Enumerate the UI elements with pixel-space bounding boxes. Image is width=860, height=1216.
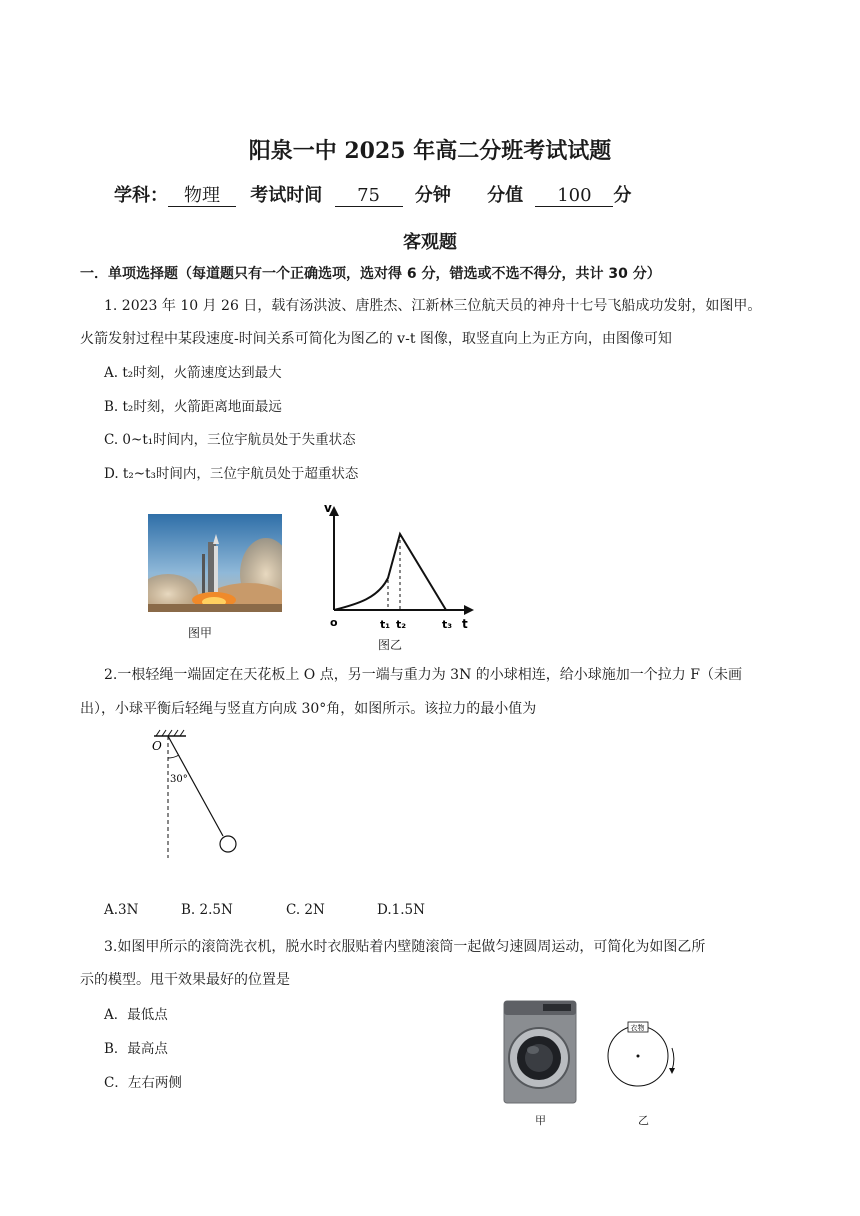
ceiling-hatch bbox=[156, 730, 184, 736]
q2-option-d: D.1.5N bbox=[377, 902, 425, 918]
rope-line bbox=[168, 736, 223, 836]
subject-value: 物理 bbox=[168, 186, 236, 207]
time-label: 考试时间 bbox=[250, 185, 323, 206]
exam-title: 阳泉一中 2025 年高二分班考试试题 bbox=[248, 138, 612, 164]
clothes-label: 衣物 bbox=[630, 1024, 645, 1032]
rotation-arc bbox=[672, 1048, 674, 1070]
q1-option-c: C. 0~t₁时间内，三位宇航员处于失重状态 bbox=[104, 432, 356, 448]
t2-label: t₂ bbox=[396, 618, 407, 631]
q3-caption-yi: 乙 bbox=[638, 1114, 649, 1127]
q3-option-b: B．最高点 bbox=[104, 1041, 168, 1057]
t-axis-label: t bbox=[462, 617, 468, 631]
q3-line2: 示的模型。甩干效果最好的位置是 bbox=[80, 972, 290, 988]
q1-option-a: A. t₂时刻，火箭速度达到最大 bbox=[104, 365, 282, 381]
t3-label: t₃ bbox=[442, 618, 453, 631]
q1-caption-yi: 图乙 bbox=[378, 638, 403, 652]
q3-caption-jia: 甲 bbox=[535, 1114, 546, 1127]
rotation-arrow-icon bbox=[669, 1068, 675, 1074]
angle-arc bbox=[168, 755, 179, 758]
drum-center-dot bbox=[637, 1055, 640, 1058]
rocket-launch-photo bbox=[148, 514, 282, 612]
q1-line2: 火箭发射过程中某段速度-时间关系可简化为图乙的 v-t 图像，取竖直向上为正方向，由图像可知 bbox=[80, 331, 672, 347]
score-unit: 分 bbox=[613, 185, 632, 206]
q3-option-a: A．最低点 bbox=[104, 1007, 168, 1023]
angle-label: 30° bbox=[170, 774, 188, 785]
t1-label: t₁ bbox=[380, 618, 391, 631]
q1-option-d: D. t₂~t₃时间内，三位宇航员处于超重状态 bbox=[104, 466, 359, 482]
origin-label: o bbox=[330, 616, 338, 629]
q2-line2: 出），小球平衡后轻绳与竖直方向成 30°角，如图所示。该拉力的最小值为 bbox=[80, 701, 537, 717]
section-title: 客观题 bbox=[403, 232, 457, 253]
q2-option-c: C. 2N bbox=[286, 902, 325, 918]
v-axis-label: v bbox=[324, 501, 332, 515]
part1-title: 一．单项选择题（每道题只有一个正确选项，选对得 6 分，错选或不选不得分，共计 30 分） bbox=[80, 266, 661, 282]
time-value: 75 bbox=[335, 186, 403, 207]
q2-option-a: A.3N bbox=[104, 902, 139, 918]
score-value: 100 bbox=[535, 186, 613, 207]
exam-meta bbox=[114, 181, 631, 207]
pendulum-figure bbox=[146, 728, 246, 860]
q3-option-c: C．左右两侧 bbox=[104, 1075, 182, 1091]
vt-curve bbox=[334, 534, 446, 610]
subject-label: 学科： bbox=[114, 185, 168, 206]
q1-line1: 1. 2023 年 10 月 26 日，载有汤洪波、唐胜杰、江新林三位航天员的神舟十七号飞船成功发射，如图甲。 bbox=[104, 298, 762, 314]
q2-option-b: B. 2.5N bbox=[181, 902, 233, 918]
time-unit: 分钟 bbox=[414, 185, 451, 206]
vt-graph bbox=[318, 498, 478, 634]
drum-model-figure bbox=[604, 1018, 686, 1110]
ball bbox=[220, 836, 236, 852]
q1-option-b: B. t₂时刻，火箭距离地面最远 bbox=[104, 399, 282, 415]
q2-line1: 2.一根轻绳一端固定在天花板上 O 点，另一端与重力为 3N 的小球相连，给小球施加一个拉力 F（未画 bbox=[104, 667, 742, 683]
washing-machine-photo bbox=[503, 1000, 577, 1104]
point-o-label: O bbox=[152, 739, 162, 753]
t-axis-arrow-icon bbox=[464, 605, 474, 615]
score-label: 分值 bbox=[487, 185, 524, 206]
q3-line1: 3.如图甲所示的滚筒洗衣机，脱水时衣服贴着内壁随滚筒一起做匀速圆周运动，可简化为如图乙所 bbox=[104, 939, 706, 955]
q1-caption-jia: 图甲 bbox=[188, 626, 213, 640]
